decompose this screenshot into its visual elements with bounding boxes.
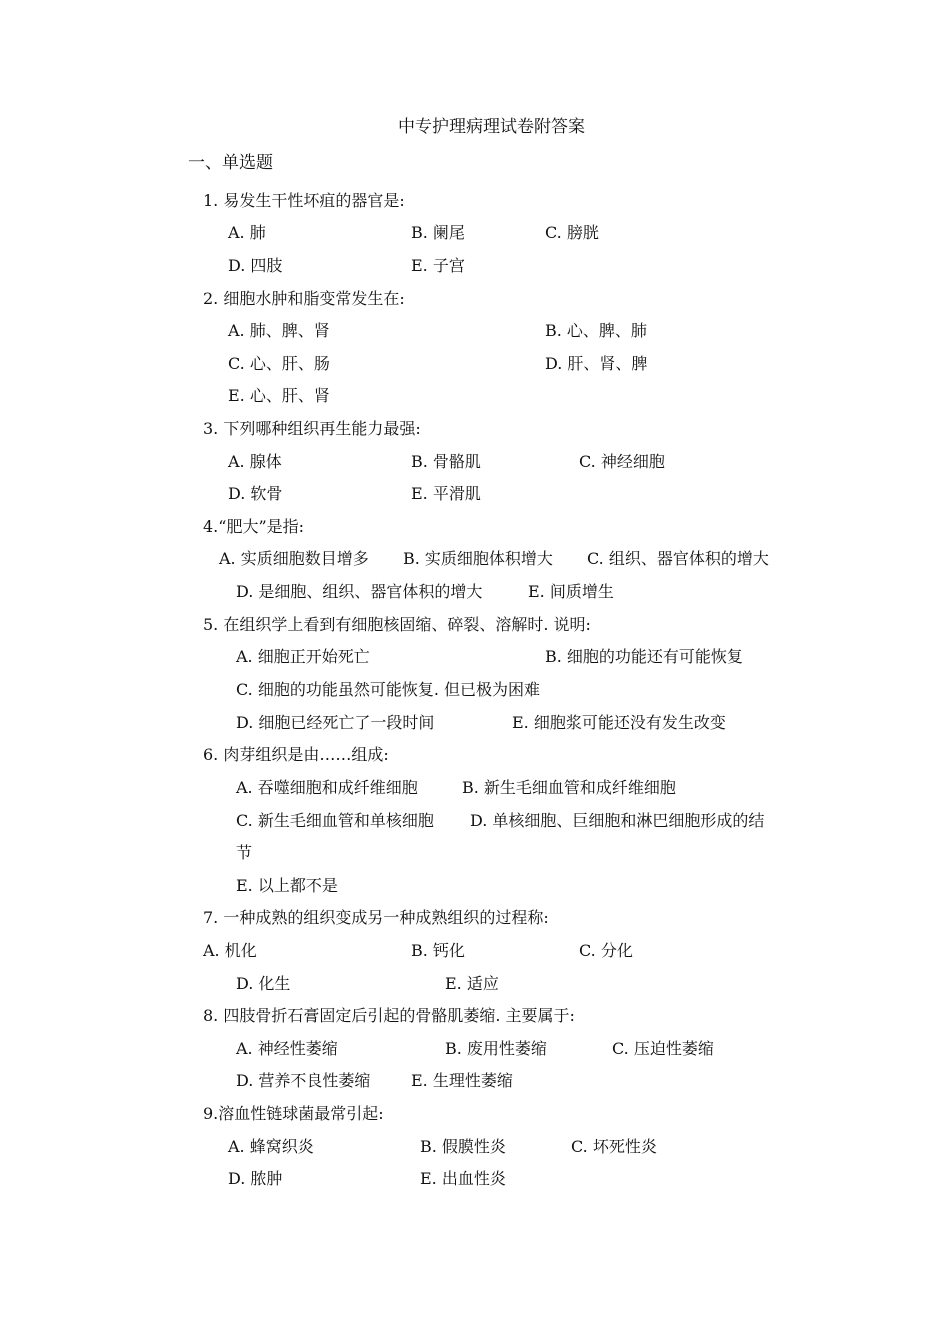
option: D. 软骨 — [228, 484, 283, 503]
option: A. 肺 — [228, 223, 266, 242]
question-stem: 5. 在组织学上看到有细胞核固缩、碎裂、溶解时. 说明: — [203, 615, 591, 634]
question-stem: 1. 易发生干性坏疽的器官是: — [203, 191, 405, 210]
option: C. 膀胱 — [545, 223, 599, 242]
question-stem: 8. 四肢骨折石膏固定后引起的骨骼肌萎缩. 主要属于: — [203, 1006, 575, 1025]
document-title: 中专护理病理试卷附答案 — [398, 117, 585, 137]
question-stem: 6. 肉芽组织是由……组成: — [203, 745, 389, 764]
option: E. 适应 — [445, 974, 499, 993]
option: C. 新生毛细血管和单核细胞 — [236, 811, 434, 830]
question-stem: 4.“肥大”是指: — [203, 517, 305, 536]
option: E. 间质增生 — [528, 582, 614, 601]
option: A. 肺、脾、肾 — [228, 321, 330, 340]
option: A. 蜂窝织炎 — [228, 1137, 314, 1156]
option: D. 肝、肾、脾 — [545, 354, 648, 373]
option: C. 神经细胞 — [579, 452, 665, 471]
option: A. 腺体 — [228, 452, 282, 471]
option: B. 心、脾、肺 — [545, 321, 647, 340]
option: B. 新生毛细血管和成纤维细胞 — [462, 778, 676, 797]
option: B. 细胞的功能还有可能恢复 — [545, 647, 743, 666]
option: D. 化生 — [236, 974, 291, 993]
option: B. 骨骼肌 — [411, 452, 481, 471]
option: C. 心、肝、肠 — [228, 354, 330, 373]
option: A. 机化 — [203, 941, 257, 960]
option: D. 营养不良性萎缩 — [236, 1071, 371, 1090]
option: D. 四肢 — [228, 256, 283, 275]
option-continuation: 节 — [236, 843, 253, 862]
section-heading: 一、单选题 — [188, 153, 273, 173]
option: D. 脓肿 — [228, 1169, 283, 1188]
option: C. 坏死性炎 — [571, 1137, 657, 1156]
option: A. 细胞正开始死亡 — [236, 647, 370, 666]
option: C. 细胞的功能虽然可能恢复. 但已极为困难 — [236, 680, 541, 699]
option: A. 神经性萎缩 — [236, 1039, 338, 1058]
question-stem: 9.溶血性链球菌最常引起: — [203, 1104, 384, 1123]
option: A. 实质细胞数目增多 — [219, 549, 369, 568]
question-stem: 7. 一种成熟的组织变成另一种成熟组织的过程称: — [203, 908, 549, 927]
option: E. 生理性萎缩 — [411, 1071, 513, 1090]
question-stem: 2. 细胞水肿和脂变常发生在: — [203, 289, 405, 308]
option: E. 出血性炎 — [420, 1169, 506, 1188]
option: A. 吞噬细胞和成纤维细胞 — [236, 778, 418, 797]
option: E. 子宫 — [411, 256, 465, 275]
option: B. 阑尾 — [411, 223, 465, 242]
option: B. 钙化 — [411, 941, 465, 960]
option: C. 组织、器官体积的增大 — [587, 549, 769, 568]
option: D. 是细胞、组织、器官体积的增大 — [236, 582, 483, 601]
option: B. 实质细胞体积增大 — [403, 549, 553, 568]
option: E. 以上都不是 — [236, 876, 338, 895]
option: E. 细胞浆可能还没有发生改变 — [512, 713, 726, 732]
option: E. 心、肝、肾 — [228, 386, 330, 405]
option: C. 压迫性萎缩 — [612, 1039, 714, 1058]
question-stem: 3. 下列哪种组织再生能力最强: — [203, 419, 421, 438]
option: D. 单核细胞、巨细胞和淋巴细胞形成的结 — [470, 811, 765, 830]
option: D. 细胞已经死亡了一段时间 — [236, 713, 435, 732]
option: B. 假膜性炎 — [420, 1137, 506, 1156]
option: C. 分化 — [579, 941, 633, 960]
option: E. 平滑肌 — [411, 484, 481, 503]
option: B. 废用性萎缩 — [445, 1039, 547, 1058]
